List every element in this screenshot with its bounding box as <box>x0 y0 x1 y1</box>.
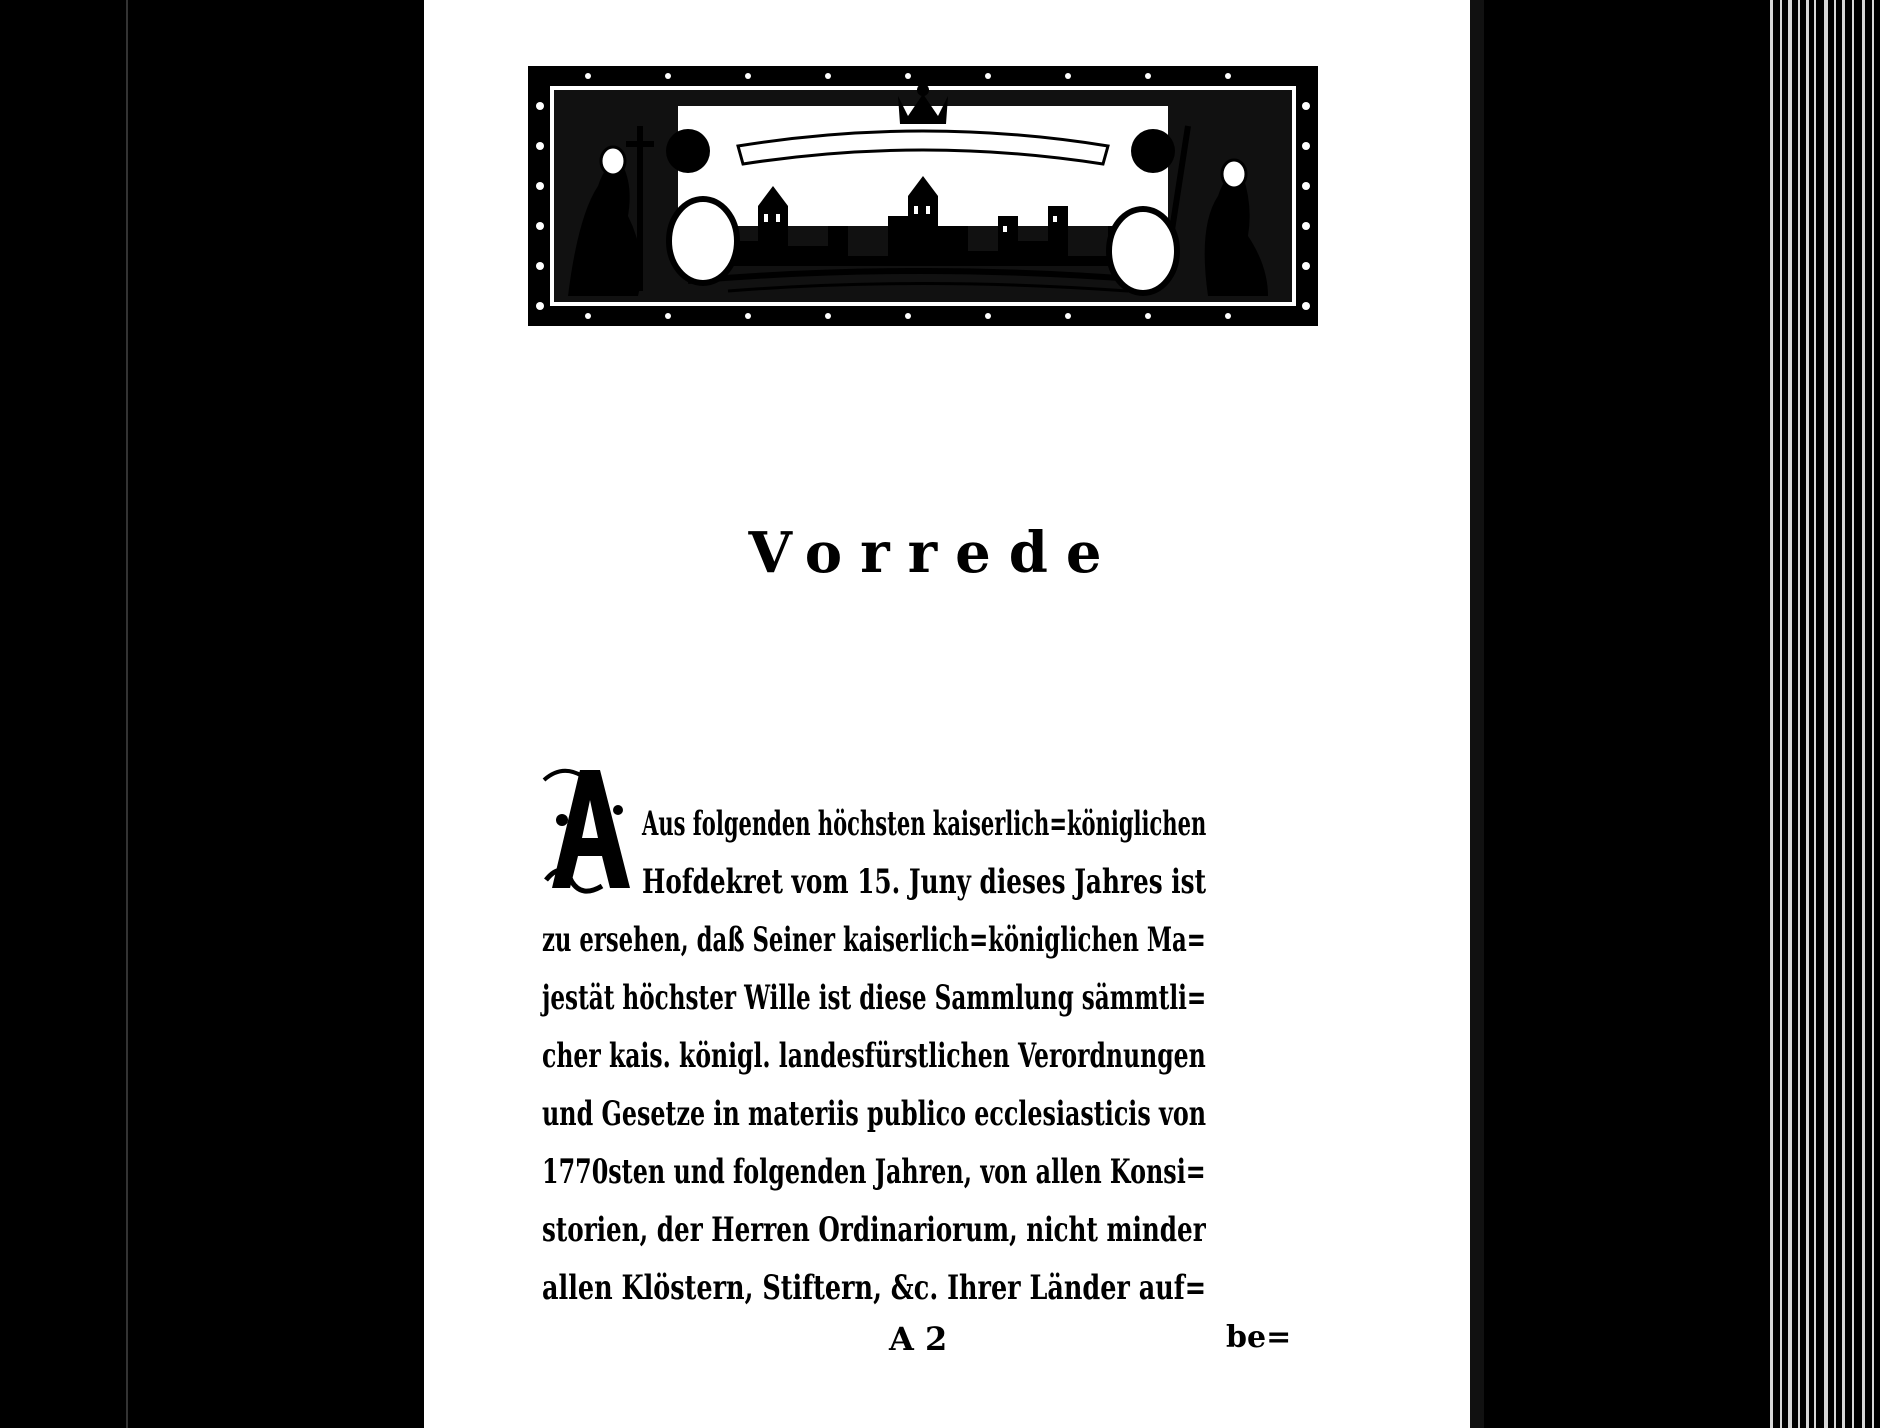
body-line: Aus folgenden höchsten kaiserlich=königlichen <box>642 804 1207 844</box>
body-line: cher kais. königl. landesfürstlichen Verordnungen <box>542 1036 1206 1076</box>
body-line: zu ersehen, daß Seiner kaiserlich=königlichen Ma= <box>542 920 1206 960</box>
body-line: und Gesetze in materiis publico ecclesiasticis von <box>542 1094 1207 1134</box>
body-line: allen Klöstern, Stiftern, &c. Ihrer Länder auf= <box>542 1268 1207 1308</box>
page-edge-shadow <box>1470 0 1484 1428</box>
body-line: 1770sten und folgenden Jahren, von allen Konsi= <box>542 1152 1206 1192</box>
decorated-initial <box>542 760 640 898</box>
body-line: Hofdekret vom 15. Juny dieses Jahres ist <box>642 862 1207 902</box>
signature-mark: A 2 <box>889 1320 948 1358</box>
page-heading: Vorrede <box>748 520 1120 586</box>
catchword: be= <box>1226 1320 1292 1355</box>
scan-left-edge <box>126 0 128 1428</box>
book-page <box>424 0 1480 1428</box>
woodcut-headpiece <box>528 66 1318 326</box>
body-line: jestät höchster Wille ist diese Sammlung sämmtli= <box>542 978 1207 1018</box>
body-line: storien, der Herren Ordinariorum, nicht minder <box>542 1210 1206 1250</box>
scan-right-edges <box>1766 0 1880 1428</box>
